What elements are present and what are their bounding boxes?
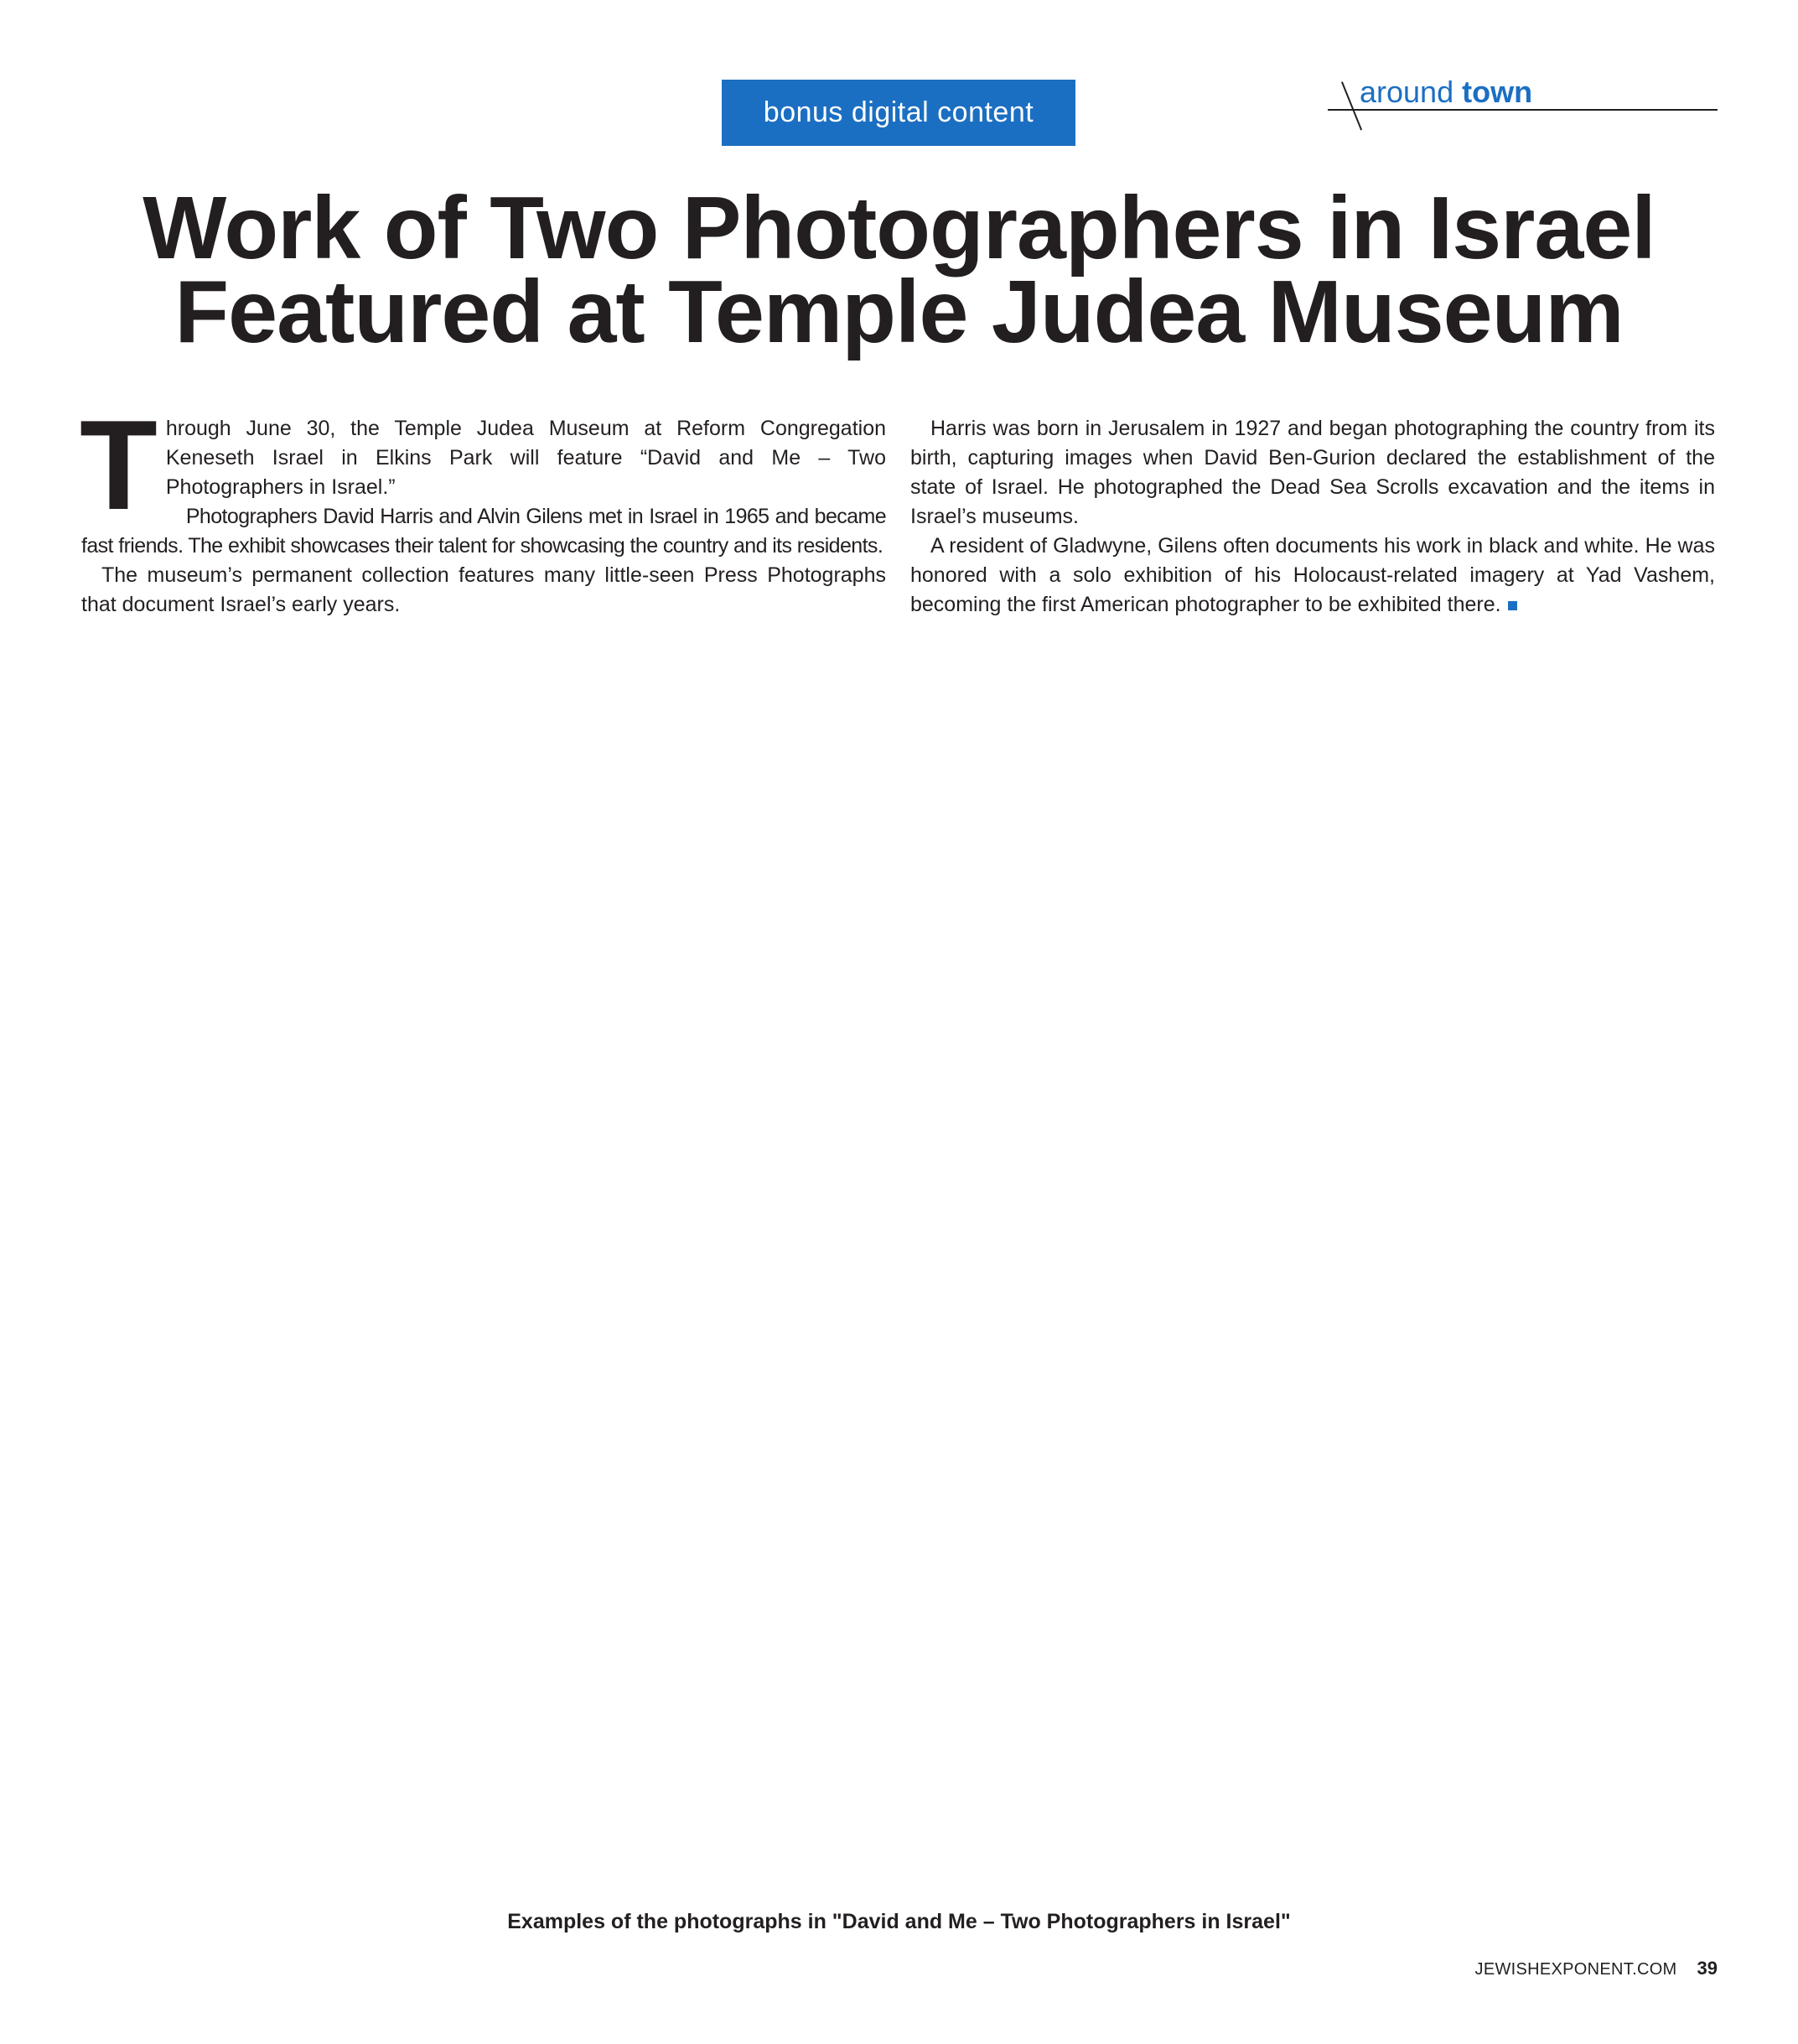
article-paragraph: Harris was born in Jerusalem in 1927 and began photographing the country from its birth, capturing images when David Ben-Gurion declared the establishment of the state of Israel. He photographed the Dead Sea Scrolls excavation and the items in Israel’s museums.	[910, 417, 1715, 528]
headline-line-1: Work of Two Photographers in Israel	[142, 179, 1656, 278]
section-name: town	[1462, 75, 1533, 109]
paragraph-text: hrough June 30, the Temple Judea Museum at Reform Congregation Keneseth Israel in Elkins Park will feature “David and Me – Two Photographers in Israel.”	[165, 417, 886, 499]
footer-site: JEWISHEXPONENT.COM	[1474, 1960, 1677, 1979]
article-column-left	[80, 394, 886, 620]
section-prefix: around	[1360, 75, 1454, 109]
article-column-right	[910, 414, 1715, 620]
bonus-content-badge: bonus digital content	[722, 80, 1075, 146]
page-number: 39	[1697, 1958, 1718, 1979]
article-paragraph	[910, 532, 1715, 620]
page-footer	[1475, 1957, 1718, 1981]
section-rule	[1328, 109, 1718, 111]
article-paragraph: Photographers David Harris and Alvin Gilens met in Israel in 1965 and became fast friends. The exhibit showcases their talent for showcasing the country and its residents.	[81, 505, 886, 558]
section-label	[1360, 75, 1532, 109]
drop-cap: T	[80, 394, 158, 537]
section-tag	[1328, 75, 1718, 131]
photo-caption: Examples of the photographs in "David and Me – Two Photographers in Israel"	[507, 1910, 1291, 1933]
paragraph-text: A resident of Gladwyne, Gilens often documents his work in black and white. He was honored with a solo exhibition of his Holocaust-related imagery at Yad Vashem, becoming the first American photographer to be exhibited there.	[910, 534, 1715, 616]
headline-line-2: Featured at Temple Judea Museum	[174, 262, 1624, 361]
end-mark-icon	[1508, 601, 1517, 610]
article-paragraph: The museum’s permanent collection features many little-seen Press Photographs that document Israel’s early years.	[81, 563, 886, 616]
headline	[50, 179, 1748, 361]
